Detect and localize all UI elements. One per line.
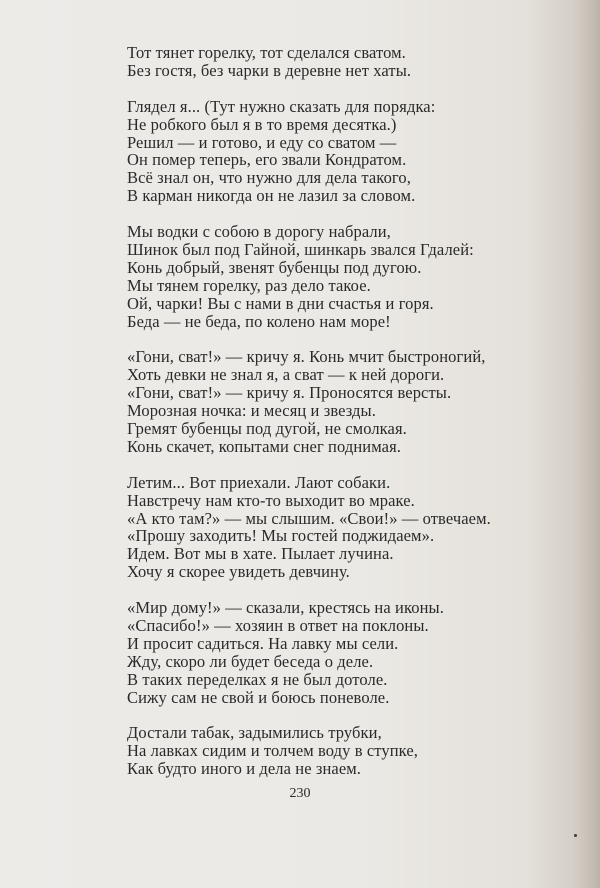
poem-line: Хоть девки не знал я, а сват — к ней дороги. — [127, 365, 445, 385]
stanza — [127, 44, 567, 80]
poem-line: Не робкого был я в то время десятка.) — [127, 114, 397, 134]
poem-line: Навстречу нам кто-то выходит во мраке. — [127, 490, 415, 510]
poem-line: Он помер теперь, его звали Кондратом. — [127, 150, 407, 170]
poem-line: «Гони, сват!» — кричу я. Проносятся версты. — [127, 383, 452, 403]
poem-line: «Мир дому!» — сказали, крестясь на иконы. — [127, 598, 444, 618]
poem-line: Конь добрый, звенят бубенцы под дугою. — [127, 257, 422, 277]
poem-line: Ой, чарки! Вы с нами в дни счастья и горя. — [127, 293, 434, 313]
poem-line: Летим... Вот приехали. Лают собаки. — [127, 472, 391, 492]
poem-line: Мы тянем горелку, раз дело такое. — [127, 275, 371, 295]
poem-line: Мы водки с собою в дорогу набрали, — [127, 222, 391, 242]
poem-line: «Спасибо!» — хозяин в ответ на поклоны. — [127, 615, 429, 635]
page-number: 230 — [289, 786, 311, 801]
poem-line: Беда — не беда, по колено нам море! — [127, 311, 391, 331]
poem-line: В таких переделках я не был дотоле. — [127, 669, 388, 689]
page-edge-shadow — [572, 0, 600, 888]
poem-line: Достали табак, задымились трубки, — [127, 723, 382, 743]
poem-line: Хочу я скорее увидеть девчину. — [127, 562, 350, 582]
poem-line: «Гони, сват!» — кричу я. Конь мчит быстроногий, — [127, 347, 486, 367]
poem-line: Конь скачет, копытами снег поднимая. — [127, 436, 401, 456]
poem-line: На лавках сидим и толчем воду в ступке, — [127, 741, 419, 761]
stanza — [127, 348, 567, 455]
poem-line: Как будто иного и дела не знаем. — [127, 759, 362, 779]
poem-line: Тот тянет горелку, тот сделался сватом. — [127, 43, 406, 62]
poem-line: Жду, скоро ли будет беседа о деле. — [127, 651, 374, 671]
poem-text — [127, 44, 567, 796]
poem-line: «А кто там?» — мы слышим. «Свои!» — отвечаем. — [127, 508, 491, 528]
poem-line: Шинок был под Гайной, шинкарь звался Гдалей: — [127, 239, 474, 259]
poem-line: Гремят бубенцы под дугой, не смолкая. — [127, 418, 407, 438]
stanza — [127, 474, 567, 581]
poem-line: Всё знал он, что нужно для дела такого, — [127, 168, 411, 188]
poem-line: Идем. Вот мы в хате. Пылает лучина. — [127, 544, 394, 564]
poem-line: «Прошу заходить! Мы гостей поджидаем». — [127, 526, 435, 546]
poem-line: Без гостя, без чарки в деревне нет хаты. — [127, 60, 412, 80]
poem-line: Морозная ночка: и месяц и звезды. — [127, 401, 376, 421]
stanza — [127, 724, 567, 778]
stanza — [127, 98, 567, 205]
poem-line: Сижу сам не свой и боюсь поневоле. — [127, 687, 390, 707]
ink-speck — [574, 834, 577, 837]
stanza — [127, 223, 567, 330]
poem-line: Решил — и готово, и еду со сватом — — [127, 132, 397, 152]
poem-line: И просит садиться. На лавку мы сели. — [127, 633, 399, 653]
poem-line: В карман никогда он не лазил за словом. — [127, 186, 416, 206]
stanza — [127, 599, 567, 706]
poem-line: Глядел я... (Тут нужно сказать для порядка: — [127, 96, 436, 116]
